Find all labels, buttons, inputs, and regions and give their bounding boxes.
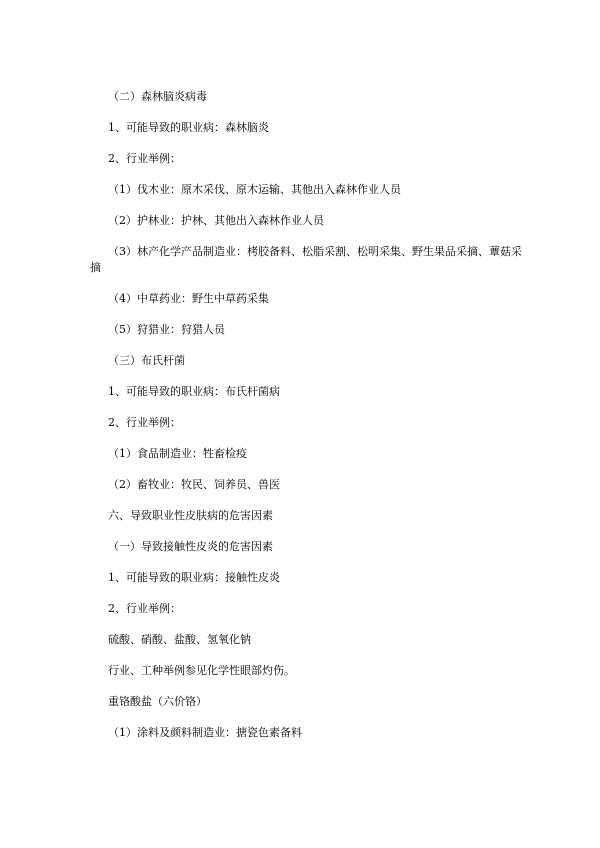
section-heading: （二）森林脑炎病毒 [108, 90, 207, 103]
list-item: （2）畜牧业：牧民、饲养员、兽医 [108, 478, 280, 491]
paragraph: 2、行业举例： [108, 152, 181, 165]
paragraph: 1、可能导致的职业病：森林脑炎 [108, 121, 269, 134]
list-item: （3）林产化学产品制造业：栲胶备料、松脂采割、松明采集、野生果品采摘、蕈菇采 [108, 245, 522, 258]
paragraph: 硫酸、硝酸、盐酸、氢氧化钠 [108, 633, 251, 646]
paragraph: 行业、工种举例参见化学性眼部灼伤。 [108, 664, 295, 677]
list-item: （5）狩猎业：狩猎人员 [108, 323, 225, 336]
list-item-continuation: 摘 [90, 261, 101, 274]
list-item: （1）涂料及颜料制造业：搪瓷色素备料 [108, 726, 302, 739]
list-item: （4）中草药业：野生中草药采集 [108, 292, 269, 305]
paragraph: 1、可能导致的职业病：布氏杆菌病 [108, 385, 280, 398]
chapter-heading: 六、导致职业性皮肤病的危害因素 [108, 509, 273, 522]
section-heading: （一）导致接触性皮炎的危害因素 [108, 540, 273, 553]
paragraph: 2、行业举例： [108, 416, 181, 429]
paragraph: 2、行业举例： [108, 602, 181, 615]
list-item: （1）伐木业：原木采伐、原木运输、其他出入森林作业人员 [108, 183, 401, 196]
list-item: （1）食品制造业：牲畜检疫 [108, 447, 247, 460]
list-item: （2）护林业：护林、其他出入森林作业人员 [108, 214, 324, 227]
section-heading: （三）布氏杆菌 [108, 354, 185, 367]
paragraph: 重铬酸盐（六价铬） [108, 695, 207, 708]
paragraph: 1、可能导致的职业病：接触性皮炎 [108, 571, 280, 584]
